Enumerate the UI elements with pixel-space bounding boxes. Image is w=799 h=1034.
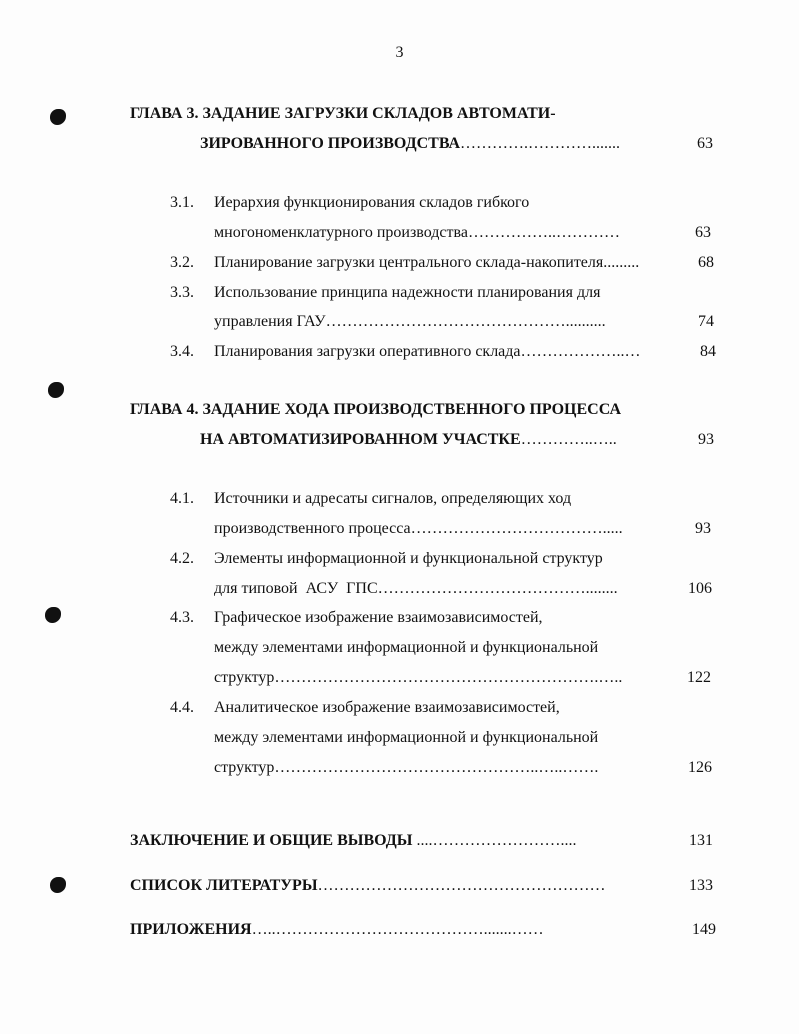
section-3-1-line1: Иерархия функционирования складов гибкого xyxy=(214,194,530,211)
appendices-page: 149 xyxy=(692,921,716,938)
page-number: 3 xyxy=(395,44,404,61)
section-4-1-title-end: производственного процесса xyxy=(214,520,411,537)
appendices-entry xyxy=(130,920,544,940)
section-3-4-line1 xyxy=(214,342,641,362)
conclusion-dots: ....…………………….... xyxy=(412,832,577,849)
binding-hole-1 xyxy=(50,109,66,125)
section-3-3-title-end: управления ГАУ xyxy=(214,313,326,330)
section-4-3-line1: Графическое изображение взаимозависимостей, xyxy=(214,609,543,626)
appendices-dots: …..………………………………….......…… xyxy=(251,921,544,938)
section-3-1-line2 xyxy=(214,223,620,243)
section-4-2-title-end: для типовой АСУ ГПС xyxy=(214,580,378,597)
binding-hole-3 xyxy=(45,607,61,623)
section-4-4-page: 126 xyxy=(688,759,712,776)
section-3-1-page: 63 xyxy=(695,224,711,241)
chapter4-dots: …………..….. xyxy=(520,431,617,448)
section-3-1-number: 3.1. xyxy=(170,194,194,211)
section-3-4-title: Планирования загрузки оперативного склада xyxy=(214,343,521,360)
chapter3-dots: ………….…………....... xyxy=(460,135,621,152)
references-entry xyxy=(130,876,606,896)
section-3-3-line1: Использование принципа надежности планирования для xyxy=(214,284,601,301)
chapter3-page: 63 xyxy=(697,135,713,152)
chapter3-title-line1: ГЛАВА 3. ЗАДАНИЕ ЗАГРУЗКИ СКЛАДОВ АВТОМАТИ- xyxy=(130,105,556,122)
section-3-3-number: 3.3. xyxy=(170,284,194,301)
chapter4-page: 93 xyxy=(698,431,714,448)
section-4-2-dots: …………………………………........ xyxy=(377,580,618,597)
section-4-4-dots: …………………………………………..…..……. xyxy=(274,759,599,776)
section-4-2-number: 4.2. xyxy=(170,550,194,567)
binding-hole-2 xyxy=(48,382,64,398)
conclusion-page: 131 xyxy=(689,832,713,849)
section-3-3-page: 74 xyxy=(698,313,714,330)
section-3-2-number: 3.2. xyxy=(170,254,194,271)
binding-hole-4 xyxy=(50,877,66,893)
section-4-3-line2: между элементами информационной и функциональной xyxy=(214,639,599,656)
section-3-4-number: 3.4. xyxy=(170,343,194,360)
section-3-3-line2 xyxy=(214,312,606,332)
section-4-1-dots: ………………………………..... xyxy=(410,520,623,537)
chapter4-title-line1: ГЛАВА 4. ЗАДАНИЕ ХОДА ПРОИЗВОДСТВЕННОГО ПРОЦЕССА xyxy=(130,401,622,418)
section-4-4-line1: Аналитическое изображение взаимозависимостей, xyxy=(214,699,560,716)
chapter3-title-text: ЗИРОВАННОГО ПРОИЗВОДСТВА xyxy=(200,135,461,152)
section-3-2-title: Планирование загрузки центрального склада-накопителя xyxy=(214,254,604,271)
section-3-3-dots: ……………………………………….......... xyxy=(325,313,606,330)
section-3-1-title-end: многономенклатурного производства xyxy=(214,224,468,241)
section-4-1-line1: Источники и адресаты сигналов, определяющих ход xyxy=(214,490,572,507)
section-4-1-page: 93 xyxy=(695,520,711,537)
section-4-4-title-end: структур xyxy=(214,759,275,776)
section-4-3-number: 4.3. xyxy=(170,609,194,626)
section-4-3-line3 xyxy=(214,668,622,688)
chapter3-title-line2 xyxy=(200,134,620,154)
conclusion-entry xyxy=(130,831,576,851)
section-4-1-line2 xyxy=(214,519,623,539)
appendices-label: ПРИЛОЖЕНИЯ xyxy=(130,921,252,938)
section-4-3-page: 122 xyxy=(687,669,711,686)
references-dots: ……………………………………………… xyxy=(317,877,606,894)
references-page: 133 xyxy=(689,877,713,894)
section-4-2-line1: Элементы информационной и функциональной структур xyxy=(214,550,603,567)
chapter4-title-line2 xyxy=(200,430,617,450)
section-4-2-line2 xyxy=(214,579,618,599)
section-3-4-page: 84 xyxy=(700,343,716,360)
section-3-2-line1 xyxy=(214,253,639,273)
section-3-2-page: 68 xyxy=(698,254,714,271)
section-4-3-dots: …………………………………………………….….. xyxy=(274,669,623,686)
section-3-1-dots: ……………..………… xyxy=(467,224,620,241)
section-4-1-number: 4.1. xyxy=(170,490,194,507)
section-3-2-dots: ......... xyxy=(603,254,640,271)
section-4-4-number: 4.4. xyxy=(170,699,194,716)
chapter4-title-text: НА АВТОМАТИЗИРОВАННОМ УЧАСТКЕ xyxy=(200,431,521,448)
section-4-4-line3 xyxy=(214,758,598,778)
references-label: СПИСОК ЛИТЕРАТУРЫ xyxy=(130,877,318,894)
section-4-4-line2: между элементами информационной и функциональной xyxy=(214,729,599,746)
section-4-3-title-end: структур xyxy=(214,669,275,686)
section-3-4-dots: ………………..… xyxy=(520,343,641,360)
section-4-2-page: 106 xyxy=(688,580,712,597)
conclusion-label: ЗАКЛЮЧЕНИЕ И ОБЩИЕ ВЫВОДЫ xyxy=(130,832,413,849)
